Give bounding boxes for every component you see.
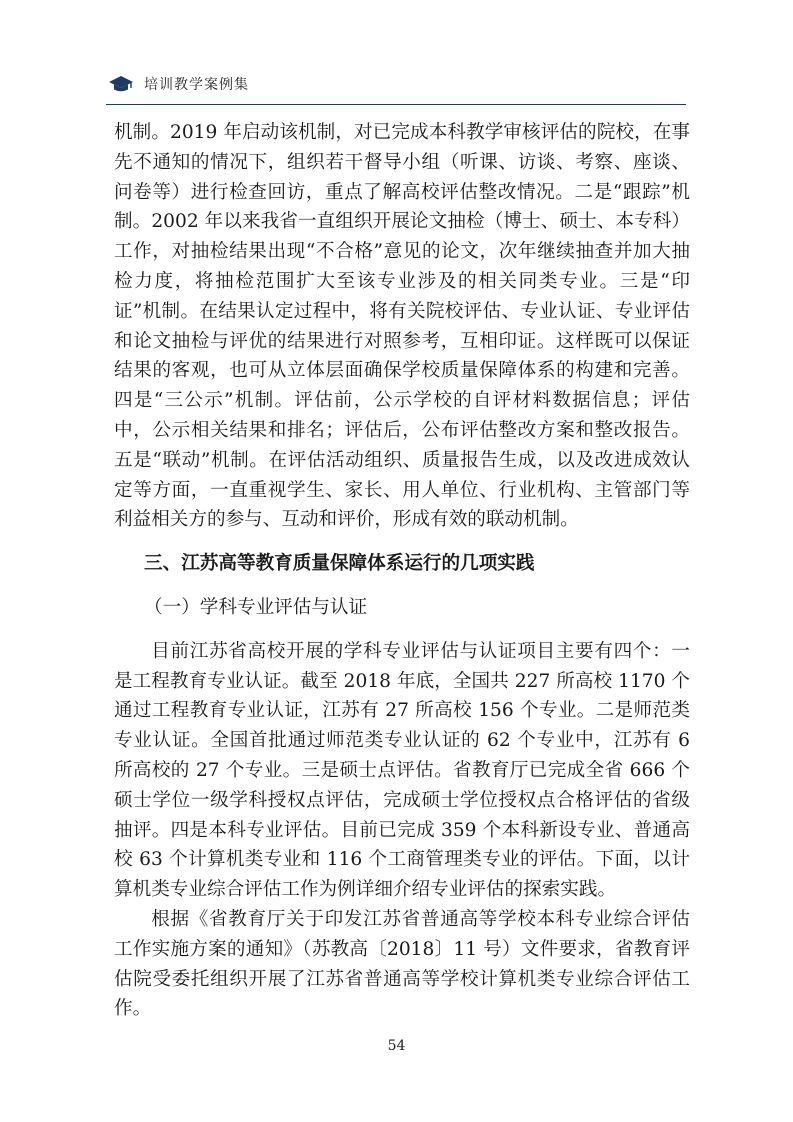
running-header — [108, 74, 249, 94]
body-paragraph: 根据《省教育厅关于印发江苏省普通高等学校本科专业综合评估工作实施方案的通知》（苏教高〔2018〕11 号）文件要求，省教育评估院受委托组织开展了江苏省普通高等学校计算机类专业综合评估工作。 — [114, 908, 690, 1020]
header-title: 培训教学案例集 — [144, 77, 249, 93]
body-paragraph: 目前江苏省高校开展的学科专业评估与认证项目主要有四个：一是工程教育专业认证。截至 2018 年底，全国共 227 所高校 1170 个通过工程教育专业认证，江苏有 27 所高校 156 个专业。二是师范类专业认证。全国首批通过师范类专业认证的 62 个专业中，江苏有 6 所高校的 27 个专业。三是硕士点评估。省教育厅已完成全省 666 个硕士学位一级学科授权点评估，完成硕士学位授权点合格评估的省级抽评。四是本科专业评估。目前已完成 359 个本科新设专业、普通高校 63 个计算机类专业和 116 个工商管理类专业的评估。下面，以计算机类专业综合评估工作为例详细介绍专业评估的探索实践。 — [114, 640, 690, 901]
section-heading: 三、江苏高等教育质量保障体系运行的几项实践 — [144, 553, 535, 575]
page-number: 54 — [387, 1038, 406, 1054]
sub-heading: （一）学科专业评估与认证 — [144, 596, 368, 618]
graduation-cap-icon — [108, 75, 134, 93]
page-body — [114, 118, 690, 1024]
header-divider — [106, 104, 686, 105]
body-paragraph: 机制。2019 年启动该机制，对已完成本科教学审核评估的院校，在事先不通知的情况下，组织若干督导小组（听课、访谈、考察、座谈、问卷等）进行检查回访，重点了解高校评估整改情况。二是“跟踪”机制。2002 年以来我省一直组织开展论文抽检（博士、硕士、本专科）工作，对抽检结果出现“不合格”意见的论文，次年继续抽查并加大抽检力度，将抽检范围扩大至该专业涉及的相关同类专业。三是“印证”机制。在结果认定过程中，将有关院校评估、专业认证、专业评估和论文抽检与评优的结果进行对照参考，互相印证。这样既可以保证结果的客观，也可从立体层面确保学校质量保障体系的构建和完善。四是“三公示”机制。评估前，公示学校的自评材料数据信息；评估中，公示相关结果和排名；评估后，公布评估整改方案和整改报告。五是“联动”机制。在评估活动组织、质量报告生成，以及改进成效认定等方面，一直重视学生、家长、用人单位、行业机构、主管部门等利益相关方的参与、互动和评价，形成有效的联动机制。 — [114, 122, 690, 531]
